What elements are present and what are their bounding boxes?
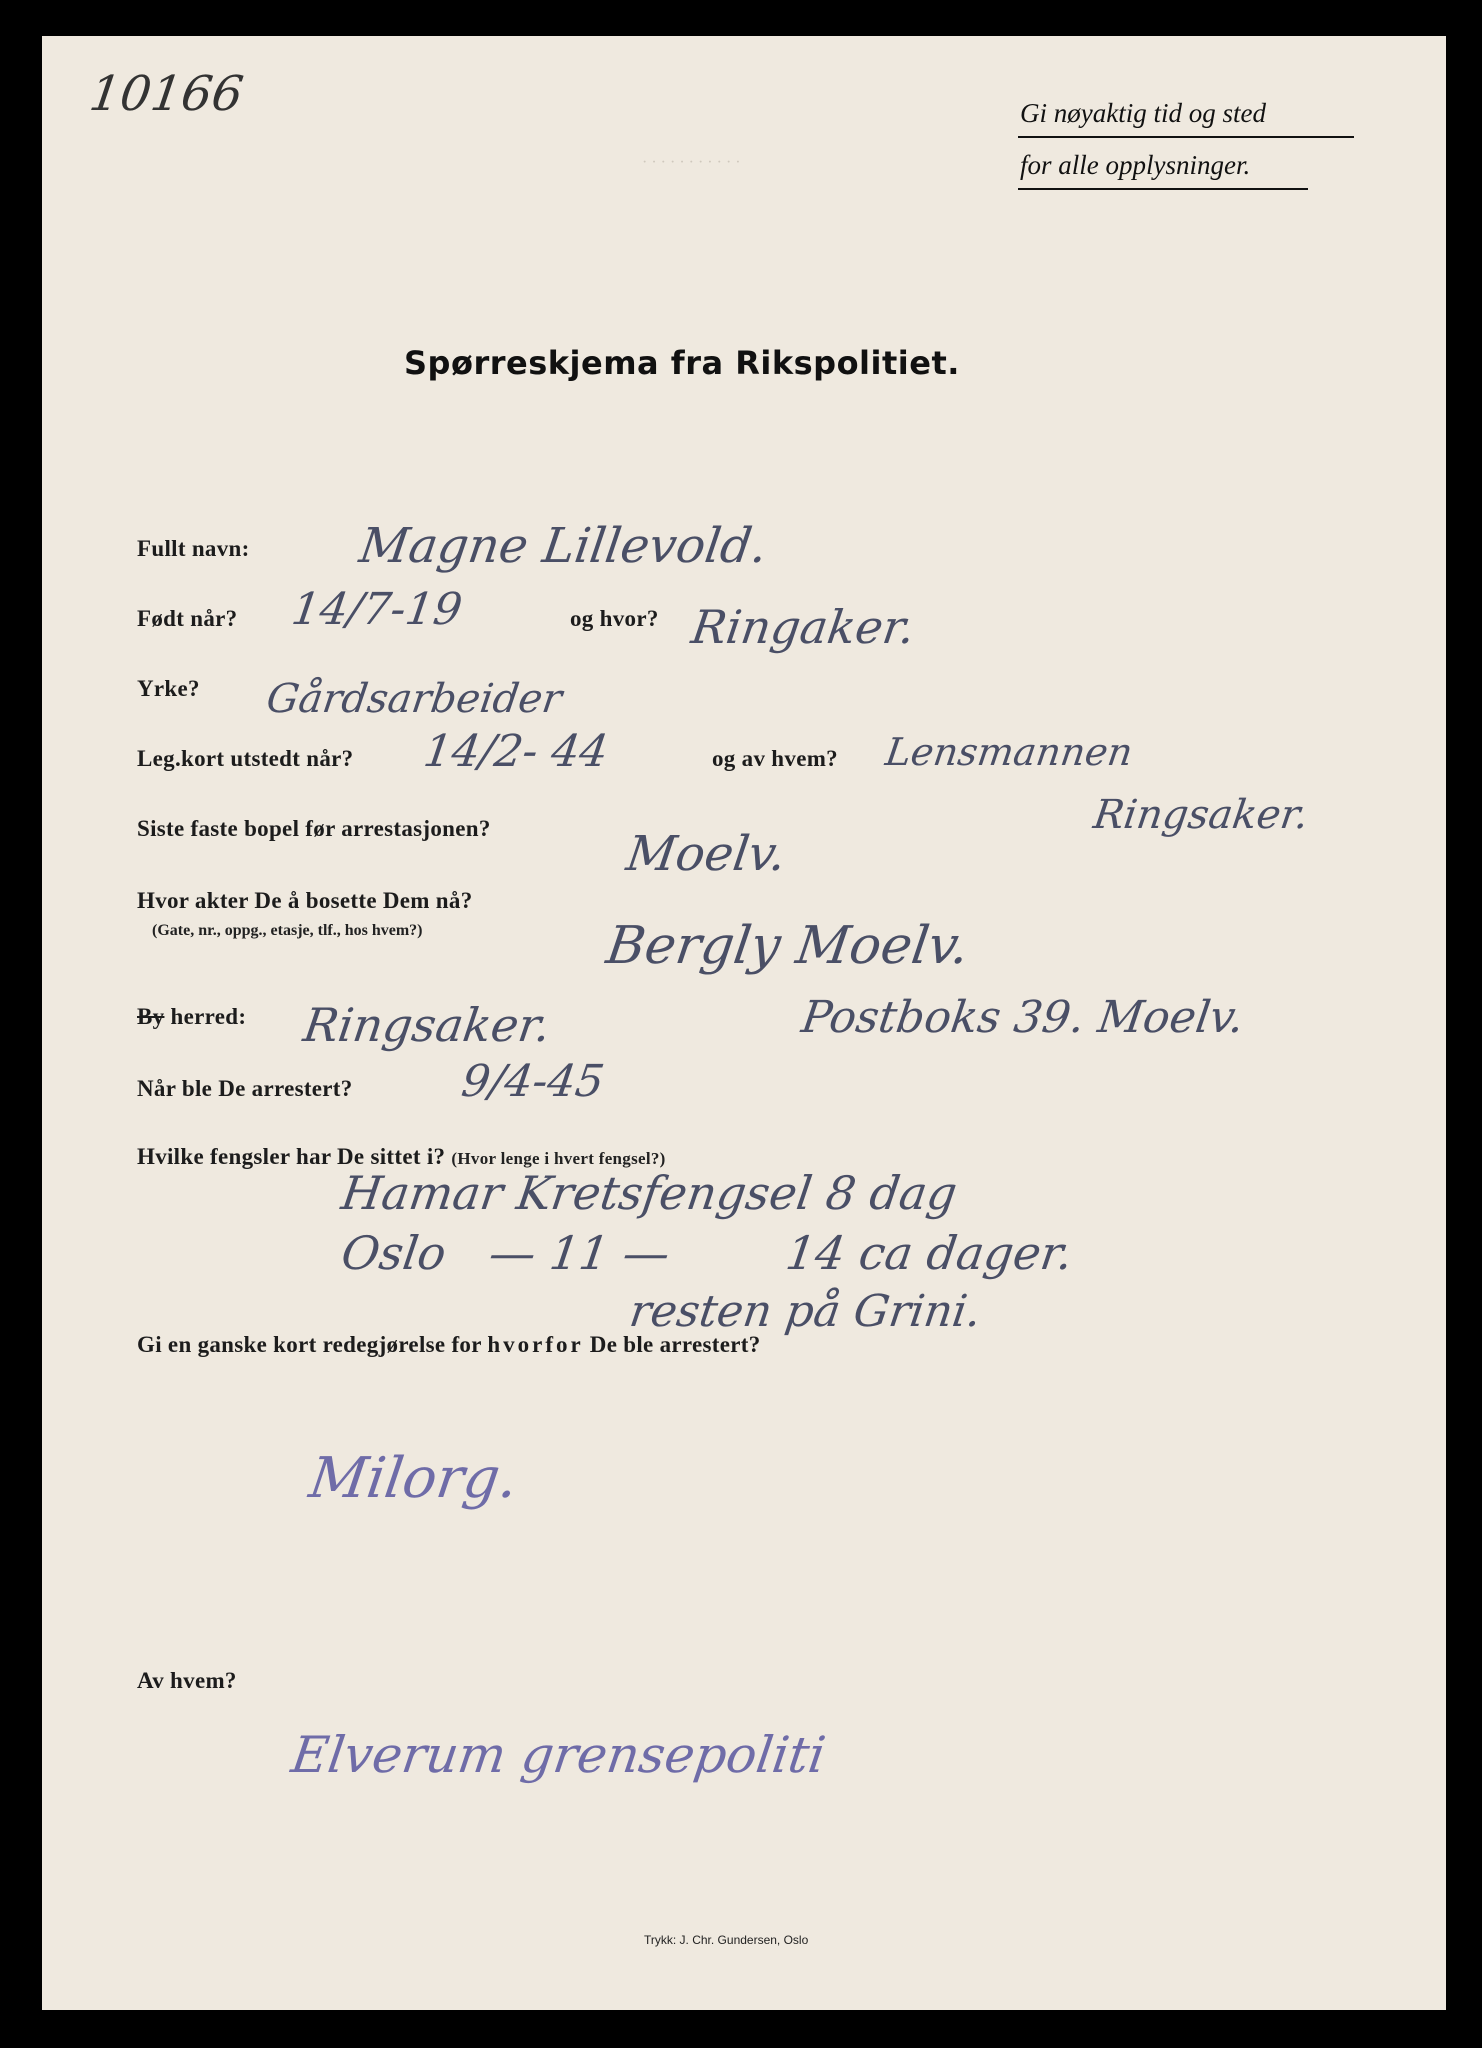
born-where-label: og hvor?: [570, 606, 659, 631]
by-whom-label: Av hvem?: [137, 1668, 237, 1693]
municipality-label-text: herred:: [170, 1004, 247, 1029]
settle-value-2: Postboks 39. Moelv.: [798, 992, 1248, 1043]
name-label: Fullt navn:: [137, 536, 250, 561]
prisons-line-1: Hamar Kretsfengsel 8 dag: [338, 1166, 961, 1220]
settle-label: Hvor akter De å bosette Dem nå?: [137, 888, 473, 913]
prisons-line-2: Oslo — 11 — 14 ca dager.: [338, 1226, 1077, 1280]
municipality-label-struck: By: [137, 1004, 165, 1029]
occupation-label: Yrke?: [137, 676, 200, 701]
municipality-label: [137, 1004, 246, 1030]
form-paper: [42, 36, 1446, 2010]
occupation-value: Gårdsarbeider: [263, 676, 565, 722]
settle-value: Bergly Moelv.: [602, 916, 973, 976]
arrested-label: Når ble De arrestert?: [137, 1076, 353, 1101]
why-label: [137, 1332, 761, 1358]
born-where-value: Ringaker.: [688, 600, 919, 654]
bleed-through-text: · · · · · · · · · · ·: [642, 154, 741, 171]
prisons-label-text: Hvilke fengsler har De sittet i?: [137, 1144, 446, 1169]
corner-note-underline1: [1018, 136, 1354, 138]
why-label-pre: Gi en ganske kort redegjørelse for: [137, 1332, 482, 1357]
by-whom-value: Elverum grensepoliti: [287, 1726, 829, 1784]
corner-note-line1: Gi nøyaktig tid og sted: [1020, 98, 1266, 128]
prisons-line-3: resten på Grini.: [626, 1286, 985, 1337]
last-address-label: Siste faste bopel før arrestasjonen?: [137, 816, 491, 841]
born-value: 14/7-19: [288, 584, 466, 635]
corner-note-line2: for alle opplysninger.: [1020, 150, 1251, 180]
municipality-value: Ringsaker.: [300, 998, 554, 1052]
archive-number: 10166: [86, 66, 247, 122]
legkort-value: 14/2- 44: [420, 726, 612, 777]
name-value: Magne Lillevold.: [356, 518, 771, 574]
last-address-value: Moelv.: [623, 826, 790, 882]
legkort-by-value: Lensmannen: [882, 730, 1136, 774]
born-label: Født når?: [137, 606, 238, 631]
legkort-label: Leg.kort utstedt når?: [137, 746, 354, 771]
form-title: Spørreskjema fra Rikspolitiet.: [404, 344, 960, 382]
why-label-post: De ble arrestert?: [589, 1332, 761, 1357]
legkort-by-label: og av hvem?: [712, 746, 838, 771]
printer-line: Trykk: J. Chr. Gundersen, Oslo: [644, 1933, 809, 1947]
why-value: Milorg.: [305, 1446, 522, 1511]
arrested-value: 9/4-45: [458, 1056, 608, 1107]
settle-sub: (Gate, nr., oppg., etasje, tlf., hos hvem?): [152, 922, 423, 939]
corner-note-underline2: [1018, 188, 1308, 190]
why-label-em: hvorfor: [487, 1332, 584, 1357]
prisons-sub: (Hvor lenge i hvert fengsel?): [451, 1149, 666, 1168]
legkort-by-value-2: Ringsaker.: [1090, 792, 1312, 838]
